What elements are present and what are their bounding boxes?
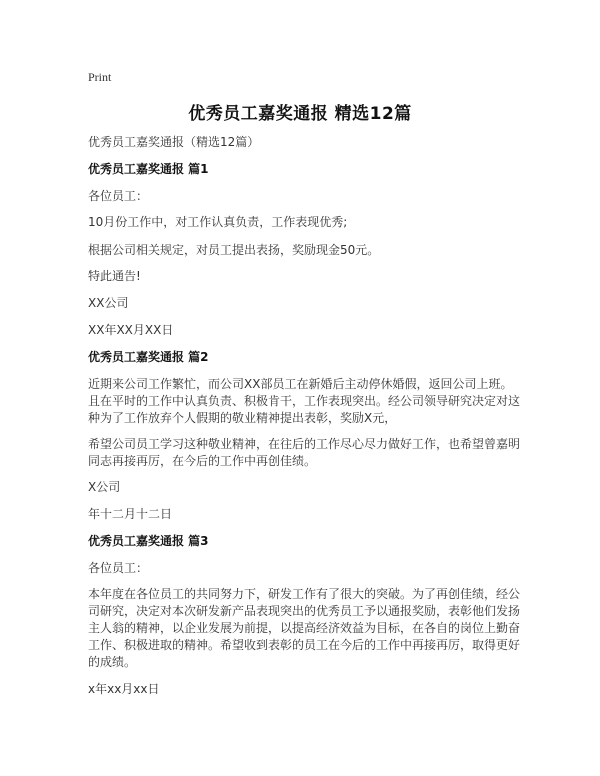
section-2-paragraph-2-line-2: 同志再接再厉，在今后的工作中再创佳绩。 <box>88 454 317 468</box>
section-1-paragraph-1: 10月份工作中，对工作认真负责，工作表现优秀; <box>88 215 348 229</box>
section-2-paragraph-1-line-3: 种为了工作放弃个人假期的敬业精神提出表彰，奖励X元， <box>88 411 397 425</box>
document-title: 优秀员工嘉奖通报 精选12篇 <box>188 104 412 124</box>
section-3-paragraph-line-1: 本年度在各位员工的共同努力下，研发工作有了很大的突破。为了再创佳绩，经公 <box>88 587 521 601</box>
section-3-paragraph-line-2: 司研究，决定对本次研发新产品表现突出的优秀员工予以通报奖励，表彰他们发扬 <box>88 604 521 618</box>
section-2-paragraph-1-line-1: 近期来公司工作繁忙，而公司XX部员工在新婚后主动停休婚假，返回公司上班。 <box>88 377 513 391</box>
section-2-paragraph-1-line-2: 且在平时的工作中认真负责、积极肯干，工作表现突出。经公司领导研究决定对这 <box>88 394 521 408</box>
section-3-paragraph-line-5: 的成绩。 <box>88 655 137 669</box>
section-3-paragraph-line-4: 工作、积极进取的精神。希望收到表彰的员工在今后的工作中再接再厉，取得更好 <box>88 638 521 652</box>
section-2-paragraph-2-line-1: 希望公司员工学习这种敬业精神，在往后的工作尽心尽力做好工作，也希望曾嘉明 <box>88 437 521 451</box>
print-label[interactable]: Print <box>88 70 112 84</box>
section-1-date: XX年XX月XX日 <box>88 323 174 337</box>
section-1-paragraph-2: 根据公司相关规定，对员工提出表扬，奖励现金50元。 <box>88 243 380 257</box>
section-2-date: 年十二月十二日 <box>88 507 173 521</box>
section-2-company: X公司 <box>88 480 121 494</box>
section-3-greeting: 各位员工： <box>88 561 149 575</box>
section-2-heading: 优秀员工嘉奖通报 篇2 <box>88 350 209 364</box>
section-3-date: x年xx月xx日 <box>88 682 160 696</box>
section-1-company: XX公司 <box>88 296 129 310</box>
document-subtitle: 优秀员工嘉奖通报（精选12篇） <box>88 135 260 149</box>
section-1-greeting: 各位员工： <box>88 189 149 203</box>
section-3-heading: 优秀员工嘉奖通报 篇3 <box>88 534 209 548</box>
section-1-notice: 特此通告! <box>88 269 141 283</box>
section-3-paragraph-line-3: 主人翁的精神，以企业发展为前提，以提高经济效益为目标，在各自的岗位上勤奋 <box>88 621 521 635</box>
section-1-heading: 优秀员工嘉奖通报 篇1 <box>88 162 209 176</box>
